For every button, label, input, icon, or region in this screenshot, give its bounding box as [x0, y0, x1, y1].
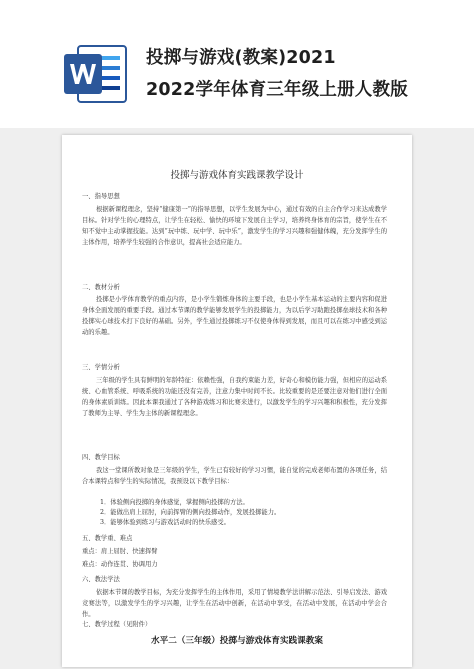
page-title-line-2: 2022学年体育三年级上册人教版	[146, 80, 408, 100]
difficult-point-row	[82, 559, 158, 568]
section-paragraph-methods: 依据本节课的教学目标，为充分发挥学生的主体作用，采用了情境教学法讲解示范法、引导启发法、游戏竞赛法等，以激发学生的学习兴趣，让学生在活动中创新，在活动中享受，在活动中发展，在活动中学会合作。	[82, 589, 387, 618]
word-icon	[62, 42, 128, 106]
difficult-point-value: 动作连贯、协调用力	[100, 561, 158, 568]
section-heading-methods: 六、教法学法	[82, 576, 120, 583]
document-content	[62, 135, 412, 667]
objectives-list	[100, 498, 390, 528]
section-heading-teaching-process: 七、教学过程（见附件）	[82, 621, 152, 628]
section-heading-key-points: 五、教学重、难点	[82, 535, 133, 542]
document-page	[62, 135, 412, 667]
section-paragraph-student-analysis: 三年级的学生具有鲜明的年龄特征：依赖性强，自我约束能力差，好奇心和模仿能力强，但相应的运动系统、心血管系统、呼吸系统的功能还没有完善，注意力集中时间不长。比较重要的是还要注意对他们进行全面的身体素质训练。因此本课我通过了各种游戏练习和比赛来进行，以激发学生的学习兴趣和积极性，充分发挥了教师为主导、学生为主体的新课程理念。	[82, 377, 387, 417]
document-title: 投掷与游戏体育实践课教学设计	[170, 170, 304, 181]
section-paragraph-guiding-ideology: 根据新课程理念，坚持“健康第一”的指导思想，以学生发展为中心，通过有效的自主合作学习来达成教学目标。针对学生的心理特点，让学生在轻松、愉快的环境下发展自主学习，培养终身体育的宗旨，使学生在不知不觉中主动掌握技能。达到“玩中练、玩中学、玩中乐”，激发学生的学习兴趣和强健体魄，充分发挥学生的主体作用，培养学生较强的合作意识，提高社会适应能力。	[82, 206, 387, 246]
banner	[0, 0, 474, 128]
key-point-value: 肩上屈肘、快速挥臂	[100, 548, 158, 555]
section-heading-teaching-objectives: 四、教学目标	[82, 454, 120, 461]
list-item: 3．能够体验到练习与游戏活动时的快乐感受。	[100, 519, 230, 526]
list-item: 1．体验侧向投掷的身体感觉，掌握侧向投掷的方法。	[100, 499, 249, 506]
lesson-plan-title: 水平二（三年级）投掷与游戏体育实践课教案	[151, 636, 323, 646]
key-point-label: 重点：	[82, 548, 101, 555]
section-heading-material-analysis: 二、教材分析	[82, 284, 120, 291]
difficult-point-label: 难点：	[82, 561, 101, 568]
section-paragraph-material-analysis: 投掷是小学体育教学的重点内容，是小学生锻炼身体的主要手段，也是小学生基本运动的主要内容和促进身体全面发展的重要手段。通过本节课的教学能够发展学生的投掷能力，为以后学习助跑投掷垒球技术和各种投掷实心球技术打下良好的基础。另外，学生通过投掷练习不仅使身体得到发展，而且可以在练习中感受到运动的乐趣。	[82, 296, 387, 336]
section-heading-student-analysis: 三、学情分析	[82, 364, 120, 371]
key-point-row	[82, 546, 158, 555]
section-heading-guiding-ideology: 一、指导思想	[82, 193, 120, 200]
page-title-line-1: 投掷与游戏(教案)2021	[146, 48, 336, 68]
section-paragraph-teaching-objectives: 我这一堂课所教对象是三年级的学生，学生已有较好的学习习惯，能自觉的完成老师布置的各项任务，结合本课特点和学生的实际情况，我预设以下教学目标：	[82, 467, 387, 485]
list-item: 2．能做出肩上屈肘，向前挥臂的侧向投掷动作，发展投掷能力。	[100, 509, 281, 516]
